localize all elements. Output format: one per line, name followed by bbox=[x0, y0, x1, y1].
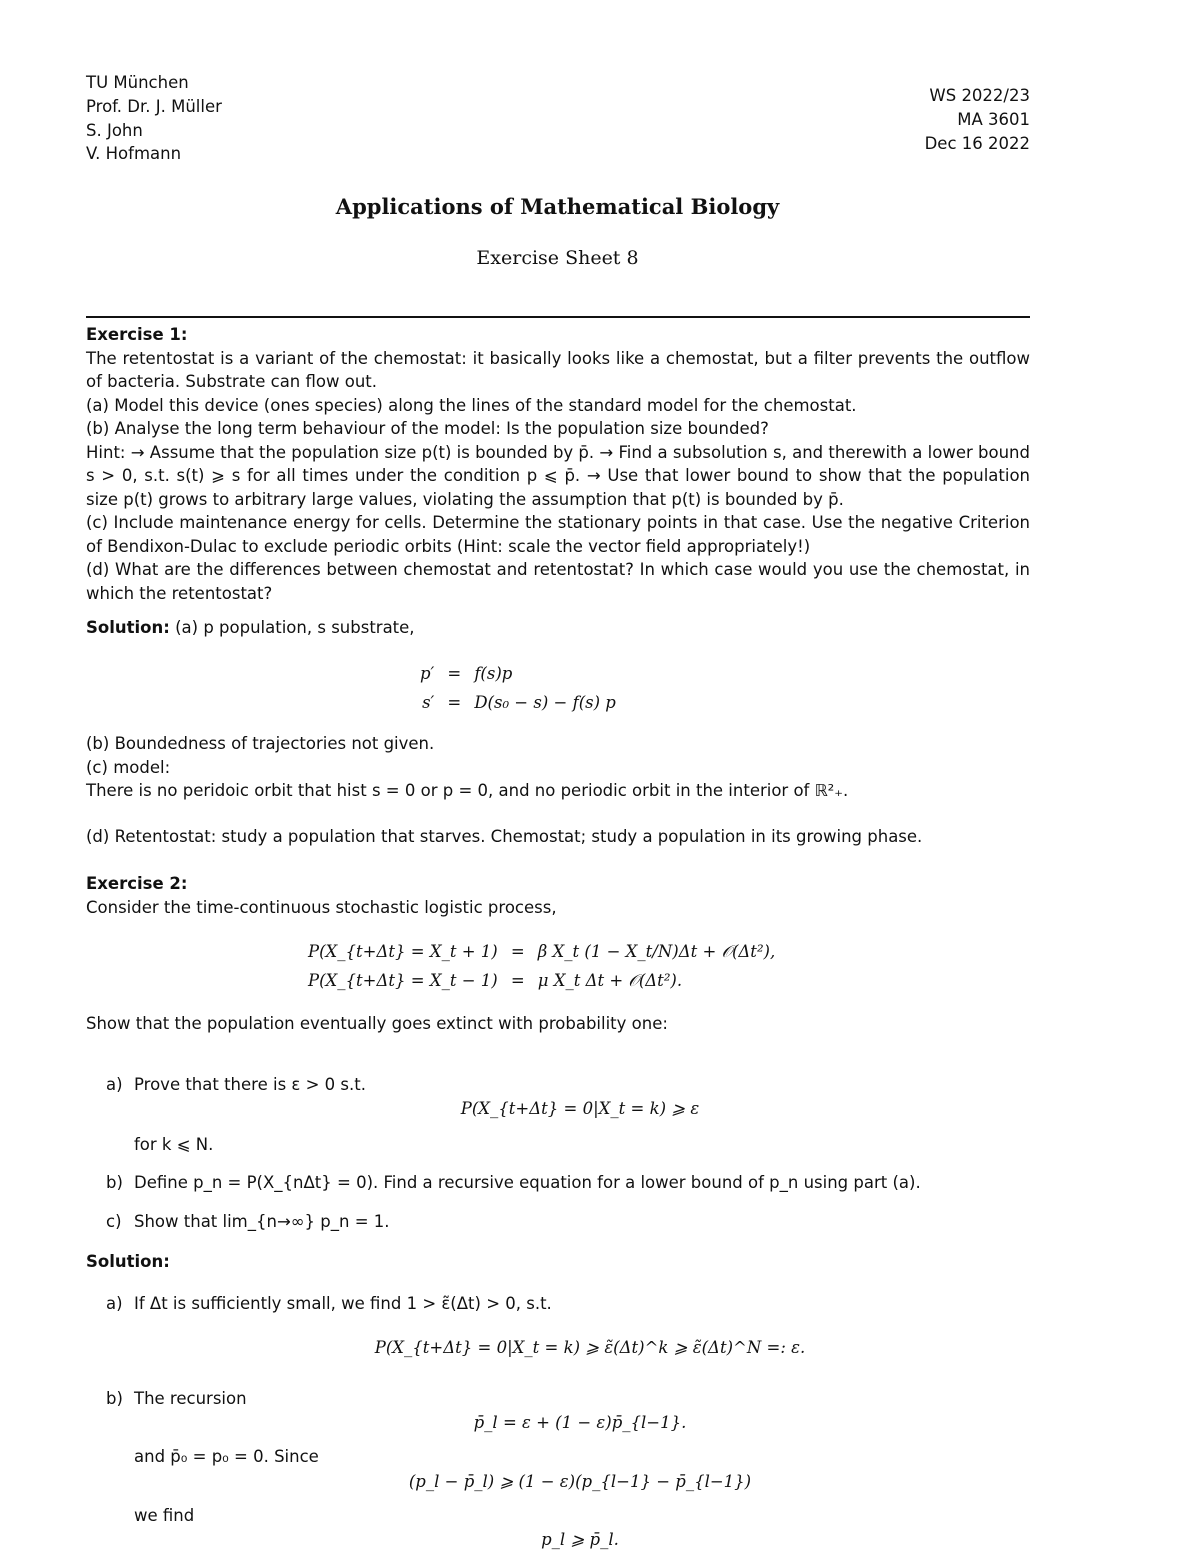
item-c-label: c) bbox=[106, 1212, 122, 1231]
exercise-2-heading: Exercise 2: bbox=[86, 874, 188, 893]
eq-s-lhs: s′ bbox=[422, 693, 435, 712]
solution-1-b: (b) Boundedness of trajectories not given. bbox=[86, 734, 435, 753]
eq-p-sign: = bbox=[447, 664, 462, 683]
professor: Prof. Dr. J. Müller bbox=[86, 96, 222, 116]
eq-p-rhs: f(s)p bbox=[474, 664, 513, 683]
date: Dec 16 2022 bbox=[924, 133, 1030, 153]
exercise-2 bbox=[86, 872, 1030, 919]
solution-1-rest bbox=[86, 732, 1030, 803]
solution-1-c2: There is no peridoic orbit that hist s = 0 or p = 0, and no periodic orbit in the interior of ℝ²₊. bbox=[86, 781, 849, 800]
solution-1-equations bbox=[420, 659, 616, 717]
exercise-1-b: (b) Analyse the long term behaviour of the model: Is the population size bounded? bbox=[86, 419, 769, 438]
eq-p-lhs: p′ bbox=[420, 664, 435, 683]
item-b-label: b) bbox=[106, 1173, 123, 1192]
eq-death-lhs: P(X_{t+Δt} = X_t − 1) bbox=[308, 971, 498, 990]
course-code: MA 3601 bbox=[957, 109, 1030, 129]
exercise-2-a-equation: P(X_{t+Δt} = 0|X_t = k) ⩾ ε bbox=[460, 1099, 700, 1118]
assistant-1: S. John bbox=[86, 120, 143, 140]
item-a-after-text: for k ⩽ N. bbox=[134, 1135, 214, 1154]
item-a-label: a) bbox=[106, 1075, 123, 1094]
solution-1-c: (c) model: bbox=[86, 757, 171, 777]
eq-death-rhs: μ X_t Δt + 𝒪(Δt²). bbox=[537, 971, 683, 990]
exercise-2-show: Show that the population eventually goes extinct with probability one: bbox=[86, 1014, 668, 1033]
eq-birth-rhs: β X_t (1 − X_t/N)Δt + 𝒪(Δt²), bbox=[537, 942, 776, 961]
exercise-1-d: (d) What are the differences between chemostat and retentostat? In which case would you use the chemostat, in which the retentostat? bbox=[86, 560, 1030, 603]
solution-2-label: Solution: bbox=[86, 1252, 170, 1271]
header-left bbox=[86, 71, 222, 166]
solution-2-b-equation-3: p_l ⩾ p̄_l. bbox=[541, 1530, 619, 1549]
assistant-2: V. Hofmann bbox=[86, 144, 182, 164]
solution-1-intro: (a) p population, s substrate, bbox=[175, 618, 415, 637]
page-title: Applications of Mathematical Biology bbox=[335, 194, 780, 219]
exercise-1 bbox=[86, 323, 1030, 605]
header-right bbox=[925, 84, 1030, 155]
item-b-text: Define p_n = P(X_{nΔt} = 0). Find a recursive equation for a lower bound of p_n using part (a). bbox=[134, 1173, 921, 1192]
title-divider bbox=[86, 316, 1030, 318]
item-c-text: Show that lim_{n→∞} p_n = 1. bbox=[134, 1212, 390, 1231]
solution-1-d: (d) Retentostat: study a population that starves. Chemostat; study a population in its growing phase. bbox=[86, 827, 923, 846]
exercise-1-a: (a) Model this device (ones species) along the lines of the standard model for the chemostat. bbox=[86, 395, 857, 415]
eq-death-sign: = bbox=[510, 971, 525, 990]
page-subtitle: Exercise Sheet 8 bbox=[476, 247, 639, 269]
eq-birth-sign: = bbox=[510, 942, 525, 961]
eq-birth-lhs: P(X_{t+Δt} = X_t + 1) bbox=[308, 942, 498, 961]
sol-a-label: a) bbox=[106, 1294, 123, 1313]
solution-2-a-equation: P(X_{t+Δt} = 0|X_t = k) ⩾ ε̃(Δt)^k ⩾ ε̃(Δt)^N =: ε. bbox=[374, 1338, 806, 1357]
sol-b-label: b) bbox=[106, 1389, 123, 1408]
eq-s-sign: = bbox=[447, 693, 462, 712]
solution-1-intro-line bbox=[86, 616, 1030, 640]
exercise-2-intro: Consider the time-continuous stochastic logistic process, bbox=[86, 897, 557, 917]
exercise-1-c: (c) Include maintenance energy for cells. Determine the stationary points in that case. Use the negative Criterion of Bendixon-Dulac to exclude periodic orbits (Hint: scale the vector field appropriately!) bbox=[86, 513, 1030, 556]
sol-b-text-3: we find bbox=[134, 1506, 195, 1525]
eq-s-rhs: D(s₀ − s) − f(s) p bbox=[474, 693, 616, 712]
exercise-1-intro: The retentostat is a variant of the chemostat: it basically looks like a chemostat, but a filter prevents the outflow of bacteria. Substrate can flow out. bbox=[86, 348, 1030, 391]
semester: WS 2022/23 bbox=[929, 86, 1030, 105]
sol-a-text: If Δt is sufficiently small, we find 1 > ε̃(Δt) > 0, s.t. bbox=[134, 1294, 552, 1313]
exercise-1-heading: Exercise 1: bbox=[86, 325, 188, 344]
solution-2-b-equation-1: p̄_l = ε + (1 − ε)p̄_{l−1}. bbox=[473, 1413, 687, 1432]
exercise-1-hint: Hint: → Assume that the population size p(t) is bounded by p̄. → Find a subsolution s, and therewith a lower bound s > 0, s.t. s(t) ⩾ s for all times under the condition p ⩽ p̄. → Use that lower bound to show that the population size p(t) grows to arbitrary large values, violating the assumption that p(t) is bounded by p̄. bbox=[86, 442, 1030, 509]
solution-1-label: Solution: bbox=[86, 618, 170, 637]
sol-b-text: The recursion bbox=[134, 1389, 247, 1408]
exercise-2-equations bbox=[308, 937, 775, 995]
item-a-text: Prove that there is ε > 0 s.t. bbox=[134, 1075, 366, 1094]
institution: TU München bbox=[86, 73, 189, 92]
solution-2-b-equation-2: (p_l − p̄_l) ⩾ (1 − ε)(p_{l−1} − p̄_{l−1}) bbox=[408, 1472, 752, 1491]
sol-b-text-2: and p̄₀ = p₀ = 0. Since bbox=[134, 1447, 319, 1466]
